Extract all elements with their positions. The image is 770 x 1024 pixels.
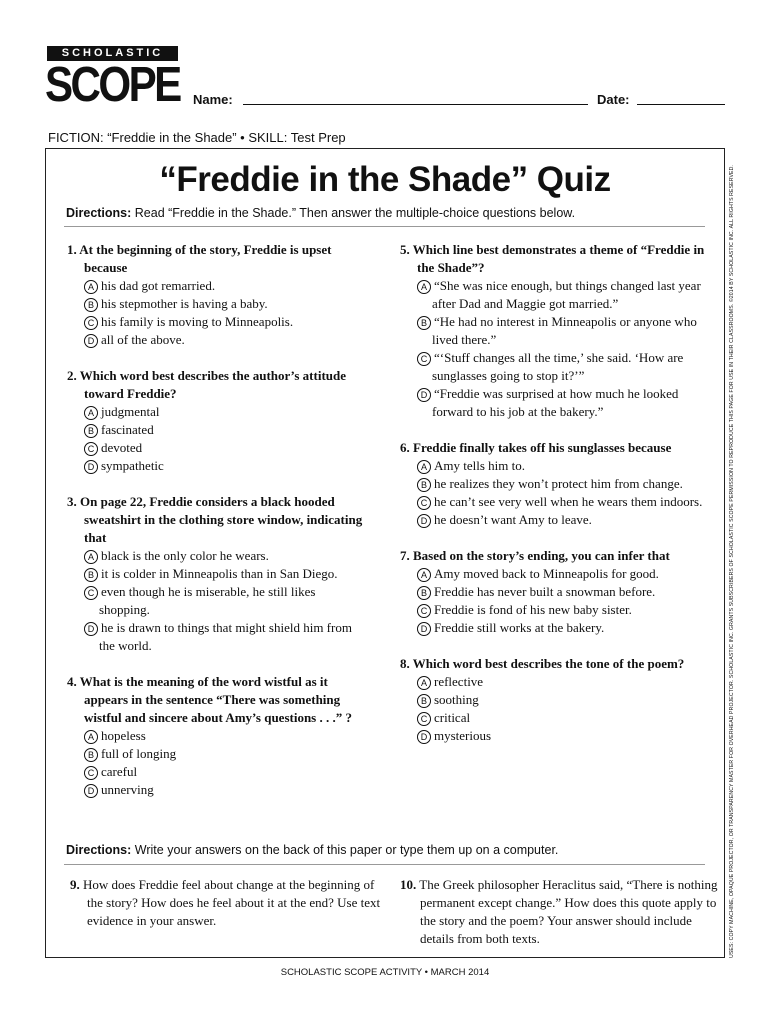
question-4 [67, 673, 367, 799]
option-letter-b: B [84, 748, 98, 762]
option-d[interactable] [400, 511, 705, 529]
option-letter-a: A [84, 280, 98, 294]
date-field[interactable] [637, 104, 725, 105]
option-text: fascinated [101, 422, 154, 437]
option-b[interactable] [400, 583, 705, 601]
directions-text: Read “Freddie in the Shade.” Then answer the multiple-choice questions below. [134, 206, 576, 220]
option-letter-c: C [84, 766, 98, 780]
option-b[interactable] [67, 421, 367, 439]
option-c[interactable] [67, 439, 367, 457]
question-text: 3. On page 22, Freddie considers a black hooded sweatshirt in the clothing store window, indicating that [67, 494, 363, 545]
question-5 [400, 241, 705, 421]
fiction-skill-line: FICTION: “Freddie in the Shade” • SKILL: Test Prep [48, 130, 346, 145]
date-label: Date: [597, 92, 630, 107]
option-letter-a: A [417, 676, 431, 690]
option-letter-d: D [84, 334, 98, 348]
option-text: black is the only color he wears. [101, 548, 269, 563]
option-b[interactable] [67, 745, 367, 763]
option-letter-c: C [417, 604, 431, 618]
option-text: “Freddie was surprised at how much he looked forward to his job at the bakery.” [432, 386, 679, 419]
question-text: 7. Based on the story’s ending, you can infer that [400, 548, 670, 563]
option-c[interactable] [400, 349, 705, 385]
copyright-notice: USES: COPY MACHINE, OPAQUE PROJECTOR, OR TRANSPARENCY MASTER FOR OVERHEAD PROJECTOR. SCHOLASTIC INC. GRANTS SUBSCRIBERS OF SCHOLASTIC SCOPE PERMISSION TO REPRODUCE THIS PAGE FOR USE IN THEIR CLASSROOMS. ©2014 BY SCHOLASTIC INC. ALL RIGHTS RESERVED. [729, 165, 735, 958]
option-text: careful [101, 764, 138, 779]
option-a[interactable] [67, 727, 367, 745]
name-field[interactable] [243, 104, 588, 105]
question-2 [67, 367, 367, 475]
option-text: mysterious [434, 728, 492, 743]
question-text: 5. Which line best demonstrates a theme of “Freddie in the Shade”? [400, 242, 705, 275]
question-number: 10. [400, 877, 417, 892]
page-footer: SCHOLASTIC SCOPE ACTIVITY • MARCH 2014 [280, 967, 490, 978]
option-letter-b: B [417, 478, 431, 492]
option-text: devoted [101, 440, 143, 455]
option-text: critical [434, 710, 471, 725]
option-a[interactable] [400, 565, 705, 583]
option-letter-b: B [84, 298, 98, 312]
option-c[interactable] [67, 763, 367, 781]
option-letter-b: B [417, 694, 431, 708]
directions-text: Write your answers on the back of this paper or type them up on a computer. [134, 843, 559, 857]
question-text: 6. Freddie finally takes off his sunglasses because [400, 440, 672, 455]
option-letter-b: B [417, 586, 431, 600]
option-text: his family is moving to Minneapolis. [101, 314, 294, 329]
question-number: 9. [70, 877, 80, 892]
option-text: his stepmother is having a baby. [101, 296, 268, 311]
option-text: judgmental [101, 404, 160, 419]
option-d[interactable] [400, 385, 705, 421]
option-letter-c: C [84, 316, 98, 330]
option-d[interactable] [67, 619, 367, 655]
option-text: “‘Stuff changes all the time,’ she said. ‘How are sunglasses going to stop it?’” [432, 350, 684, 383]
option-c[interactable] [400, 601, 705, 619]
questions-left [67, 241, 367, 817]
option-a[interactable] [67, 547, 367, 565]
option-b[interactable] [67, 295, 367, 313]
question-text: 2. Which word best describes the author’s attitude toward Freddie? [67, 368, 347, 401]
option-text: it is colder in Minneapolis than in San Diego. [101, 566, 338, 581]
question-3 [67, 493, 367, 655]
option-letter-a: A [84, 730, 98, 744]
option-text: he realizes they won’t protect him from change. [434, 476, 683, 491]
option-letter-b: B [417, 316, 431, 330]
option-text: he can’t see very well when he wears them indoors. [434, 494, 703, 509]
option-text: all of the above. [101, 332, 185, 347]
option-b[interactable] [67, 565, 367, 583]
option-text: soothing [434, 692, 479, 707]
question-text: How does Freddie feel about change at the beginning of the story? How does he feel about it at the end? Use text evidence in your answer. [83, 877, 381, 928]
question-6 [400, 439, 705, 529]
divider [64, 226, 705, 227]
option-text: he doesn’t want Amy to leave. [434, 512, 592, 527]
option-text: “She was nice enough, but things changed last year after Dad and Maggie got married.” [432, 278, 701, 311]
option-text: his dad got remarried. [101, 278, 216, 293]
option-d[interactable] [67, 781, 367, 799]
option-letter-a: A [84, 406, 98, 420]
directions-top [66, 206, 575, 220]
option-a[interactable] [67, 277, 367, 295]
option-a[interactable] [400, 673, 705, 691]
question-7 [400, 547, 705, 637]
option-text: Freddie still works at the bakery. [434, 620, 605, 635]
option-b[interactable] [400, 691, 705, 709]
questions-right [400, 241, 705, 763]
option-d[interactable] [67, 331, 367, 349]
option-letter-a: A [84, 550, 98, 564]
option-letter-d: D [84, 622, 98, 636]
option-text: sympathetic [101, 458, 164, 473]
question-8 [400, 655, 705, 745]
option-a[interactable] [400, 277, 705, 313]
option-a[interactable] [400, 457, 705, 475]
page-title: “Freddie in the Shade” Quiz [159, 160, 611, 199]
brand-bar: SCHOLASTIC [47, 46, 178, 61]
option-letter-c: C [417, 496, 431, 510]
option-text: unnerving [101, 782, 154, 797]
option-letter-d: D [417, 730, 431, 744]
name-label: Name: [193, 92, 233, 107]
option-d[interactable] [400, 727, 705, 745]
option-text: Freddie has never built a snowman before. [434, 584, 656, 599]
question-text: The Greek philosopher Heraclitus said, “There is nothing permanent except change.” How does this quote apply to the story and the poem? Your answer should include details from both texts. [419, 877, 718, 946]
option-letter-d: D [84, 460, 98, 474]
option-text: even though he is miserable, he still likes shopping. [99, 584, 316, 617]
option-text: full of longing [101, 746, 177, 761]
question-text: 1. At the beginning of the story, Freddie is upset because [67, 242, 332, 275]
question-9 [70, 876, 382, 930]
option-letter-a: A [417, 280, 431, 294]
option-letter-c: C [417, 712, 431, 726]
option-text: Amy moved back to Minneapolis for good. [434, 566, 659, 581]
option-text: Amy tells him to. [434, 458, 525, 473]
divider [64, 864, 705, 865]
question-text: 8. Which word best describes the tone of the poem? [400, 656, 685, 671]
option-letter-c: C [84, 442, 98, 456]
option-text: he is drawn to things that might shield him from the world. [99, 620, 352, 653]
option-text: hopeless [101, 728, 146, 743]
option-c[interactable] [400, 709, 705, 727]
question-10 [400, 876, 720, 948]
option-c[interactable] [67, 583, 367, 619]
option-letter-d: D [417, 514, 431, 528]
option-c[interactable] [67, 313, 367, 331]
option-letter-b: B [84, 568, 98, 582]
option-letter-d: D [417, 622, 431, 636]
option-letter-a: A [417, 568, 431, 582]
option-text: “He had no interest in Minneapolis or anyone who lived there.” [432, 314, 697, 347]
option-c[interactable] [400, 493, 705, 511]
option-letter-b: B [84, 424, 98, 438]
option-d[interactable] [67, 457, 367, 475]
directions-label: Directions: [66, 843, 132, 857]
directions-bottom [66, 843, 558, 857]
directions-label: Directions: [66, 206, 132, 220]
option-letter-c: C [417, 352, 431, 366]
option-letter-a: A [417, 460, 431, 474]
question-text: 4. What is the meaning of the word wistful as it appears in the sentence “There was something wistful and sincere about Amy’s questions . . .” ? [67, 674, 352, 725]
question-1 [67, 241, 367, 349]
option-d[interactable] [400, 619, 705, 637]
option-text: reflective [434, 674, 484, 689]
option-letter-c: C [84, 586, 98, 600]
option-b[interactable] [400, 475, 705, 493]
option-b[interactable] [400, 313, 705, 349]
option-letter-d: D [84, 784, 98, 798]
brand-logo: SCOPE [45, 58, 180, 112]
option-a[interactable] [67, 403, 367, 421]
option-text: Freddie is fond of his new baby sister. [434, 602, 632, 617]
option-letter-d: D [417, 388, 431, 402]
